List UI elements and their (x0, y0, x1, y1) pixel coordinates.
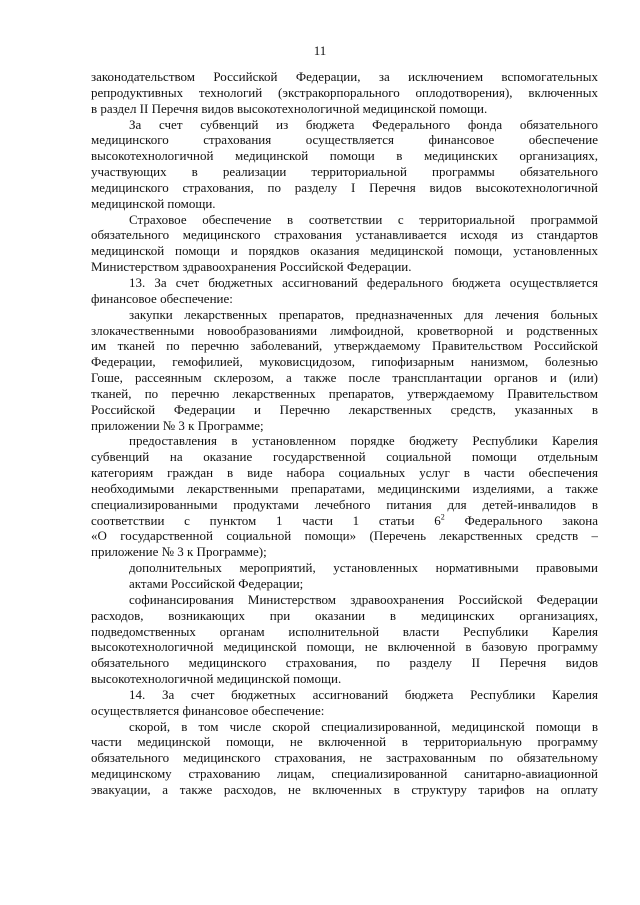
text-line: софинансирования Министерством здравоохранения Российской Федерации (129, 591, 598, 607)
text-line: Федерации, гемофилией, муковисцидозом, гипофизарным нанизмом, болезнью (91, 354, 598, 370)
text-line: Министерством здравоохранения Российской Федерации. (91, 259, 412, 275)
page-number: 11 (313, 43, 327, 58)
text-line: актами Российской Федерации; (129, 576, 304, 591)
text-line: части медицинской помощи, не включенной в территориальную программу (91, 734, 598, 750)
text-line: 13. За счет бюджетных ассигнований федерального бюджета осуществляется (129, 274, 598, 290)
text-line: медицинской помощи и порядков оказания медицинской помощи, установленных (91, 243, 598, 259)
text-line: предоставления в установленном порядке бюджету Республики Карелия (129, 433, 598, 449)
text-line: За счет субвенций из бюджета Федерального фонда обязательного (129, 116, 598, 132)
text-line: осуществляется финансовое обеспечение: (91, 702, 325, 718)
text-line: медицинского страхования, по разделу I Перечня видов высокотехнологичной (91, 179, 598, 195)
text-line: участвующих в реализации территориальной программы обязательного (91, 164, 598, 180)
text-line: закупки лекарственных препаратов, предназначенных для лечения больных (129, 306, 598, 322)
text-line (91, 513, 598, 529)
text-line: «О государственной социальной помощи» (Перечень лекарственных средств – (91, 528, 598, 544)
text-line: тканей, по перечню лекарственных препаратов, утверждаемому Правительством (91, 385, 598, 401)
text-line: необходимыми лекарственными препаратами, медицинскими изделиями, а также (91, 480, 598, 496)
text-line: 14. За счет бюджетных ассигнований бюджета Республики Карелия (129, 686, 598, 702)
text-line: злокачественными новообразованиями лимфоидной, кроветворной и родственных (91, 322, 598, 338)
text-line: им тканей по перечню заболеваний, утверждаемому Правительством Российской (91, 338, 598, 354)
body-text (91, 69, 598, 798)
text-line: подведомственных органам исполнительной власти Республики Карелия (91, 623, 598, 639)
text-line-part: соответствии с пунктом 1 части 1 статьи 6 (91, 512, 441, 528)
text-line: медицинской помощи. (91, 195, 216, 211)
text-line: Страховое обеспечение в соответствии с территориальной программой (129, 211, 598, 227)
text-line: эвакуации, а также расходов, не включенных в структуру тарифов на оплату (91, 781, 598, 797)
text-line: категориям граждан в виде набора социальных услуг в части обеспечения (91, 465, 598, 481)
text-line: медицинскому страхованию лицам, специализированной санитарно-авиационной (91, 766, 598, 782)
text-line: Российской Федерации и Перечню лекарственных средств, указанных в (91, 401, 598, 417)
text-line: приложение № 3 к Программе); (91, 544, 267, 560)
superscript: 2 (440, 512, 445, 522)
text-line: скорой, в том числе скорой специализированной, медицинской помощи в (129, 718, 598, 734)
text-line: в раздел II Перечня видов высокотехнологичной медицинской помощи. (91, 100, 488, 116)
text-line: высокотехнологичной медицинской помощи, не включенной в базовую программу (91, 639, 598, 655)
text-line: расходов, возникающих при оказании в медицинских организациях, (91, 607, 598, 623)
text-line: обязательного медицинского страхования устанавливается исходя из стандартов (91, 227, 598, 243)
text-line: Гоше, рассеянным склерозом, а также после трансплантации органов и (или) (91, 370, 598, 386)
text-line: высокотехнологичной медицинской помощи. (91, 671, 342, 687)
text-line: дополнительных мероприятий, установленных нормативными правовыми (129, 560, 598, 576)
text-line: субвенций на оказание государственной социальной помощи отдельным (91, 449, 598, 465)
text-line: специализированными продуктами лечебного питания для детей-инвалидов в (91, 496, 598, 512)
text-line-part: Федерального закона (444, 512, 598, 528)
text-line: медицинского страхования осуществляется финансовое обеспечение (91, 132, 598, 148)
text-line: законодательством Российской Федерации, за исключением вспомогательных (91, 69, 598, 84)
text-line: высокотехнологичной медицинской помощи в медицинских организациях, (91, 148, 598, 164)
text-line: обязательного медицинского страхования, по разделу II Перечня видов (91, 655, 598, 671)
text-line: репродуктивных технологий (экстракорпорального оплодотворения), включенных (91, 84, 598, 100)
text-line: финансовое обеспечение: (91, 290, 233, 306)
text-line: обязательного медицинского страхования, не застрахованным по обязательному (91, 750, 598, 766)
text-line: приложении № 3 к Программе; (91, 417, 264, 433)
